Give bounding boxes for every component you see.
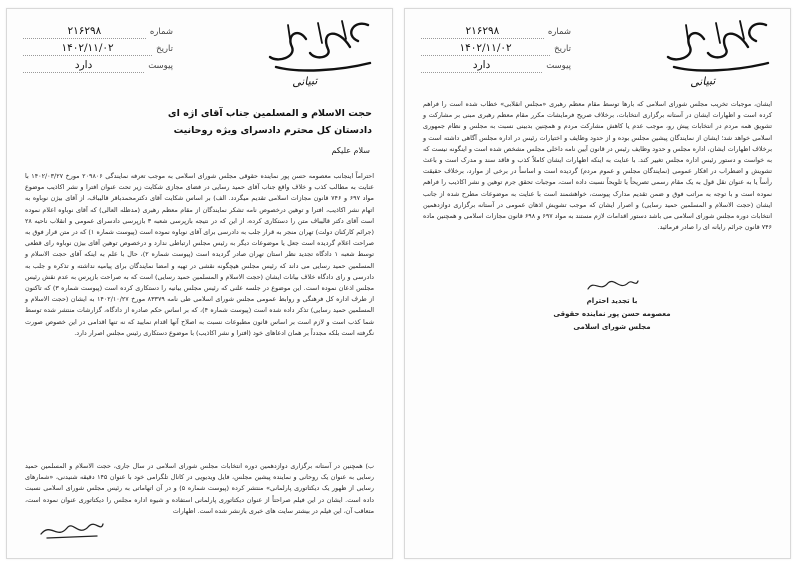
letter-page-2	[404, 8, 791, 559]
letter-number-row	[421, 25, 571, 42]
letter-number-row	[23, 25, 173, 42]
parliament-logo	[656, 17, 776, 99]
letter-date-value: ۱۴۰۲/۱۱/۰۲	[421, 42, 550, 56]
letter-attachment-row	[23, 59, 173, 76]
letter-number-value: ۲۱۶۲۹۸	[23, 25, 146, 39]
letter-paragraph: ب) همچنین در آستانه برگزاری دوازدهمین دوره انتخابات مجلس شورای اسلامی در سال جاری، حجت الاسلام و المسلمین حمید رسایی به عنوان یک روحانی و نماینده پیشین مجلس، فایل ویدیویی در کانال تلگرامی خود با عنوان ۱۴۵ دقیقه شنیدنی، «شمارهای رسایی از ظهور یک دیکتاتوری پارلمانی» منتشر کرده (پیوست شماره ۵) و در آن اتهاماتی به رئیس مجلس شورای اسلامی نسبت داده است. ایشان در این فیلم صراحتاً از عنوان دیکتاتوری پارلمانی استفاده و شیوه اداره مجلس را دیکتاتوری عنوان نموده است، متعاقب آن، این فیلم در بیشتر سایت های خبری بازنشر شده است. اظهارات	[25, 462, 374, 515]
closing-phrase: با تجدید احترام	[586, 297, 638, 305]
letter-paragraph: احتراماً اینجانب معصومه حسن پور نماینده حقوقی مجلس شورای اسلامی به موجب تعرفه نمایندگی ۲۰۹۸۰۶ مورخ ۱۴۰۲/۰۳/۲۷ با عنایت به مطالب کذب و خلاف واقع جناب آقای حمید رسایی در فضای مجازی شکایت زیر تحت عنوان افترا و نشر اکاذیب موضوع مواد ۶۹۷ و ۷۴۶ قانون مجازات اسلامی تقدیم میگردد. الف) بر اساس شکایت آقای دکترمحمدباقر قالیباف، از آقای بیژن نوباوه به اتهام نشر اکاذیب، افترا و توهین درخصوص نامه تشکر نمایندگان از مقام معظم رهبری (مدظله العالی) که آقای نوباوه اعلام نموده است آقای دکتر قالیباف متن را دستکاری کرده، از این که در نتیجه بازپرسی شعبه ۳ بازپرسی دادسرای عمومی و انقلاب ناحیه ۲۸ (جرائم کارکنان دولت) تهران منجر به قرار جلب به دادرسی برای آقای نوباوه نموده است (پیوست شماره ۱) که در متن قرار فوق به صراحت اعلام گردیده است جعل یا موضوعات دیگر به رئیس مجلس ارتباطی ندارد و درخصوص توهین آقای بیژن نوباوه رای قطعی توسط شعبه ۱ دادگاه تجدید نظر استان تهران صادر گردیده است (پیوست شماره ۲)، حال با علم به اینکه آقای حجت الاسلام و المسلمین حمید رسایی می داند که رئیس مجلس هیچگونه نقشی در تهیه و امضا نمایندگان برای پیامیه نداشته و تذکره و جلب به دادرسی و رای دادگاه خلاف بیانات ایشان (حجت الاسلام و المسلمین حمید رسایی) است که به صراحت بازپرس به عدم نقش رئیس مجلس اذعان نموده است. این موضوع در جلسه علنی که رئیس مجلس بیانیه را دستکاری کرده است (پیوست شماره ۳) که تاکنون از طرف اداره کل فرهنگی و روابط عمومی مجلس شورای اسلامی طی نامه ۸۳۳۷۹ مورخ ۱۴۰۲/۱۰/۲۷ به ایشان (حجت الاسلام و المسلمین حمید رسایی) تذکر داده شده است (پیوست شماره ۴)، که بر اساس حکم صادره از دادگاه، گزارشات منتشر شده توسط شما کذب است و لازم است بر اساس قانون مطبوعات نسبت به اصلاح آنها اقدام نمایید که نه تنها اقدامی در این خصوص صورت نگرفته است بلکه مجدداً بر همان ادعاهای خود (افترا و نشر اکاذیب) با موضوع دستکاری رئیس مجلس اصرار دارد.	[25, 172, 375, 337]
letter-number-label: شماره	[547, 27, 571, 37]
letter-meta	[421, 25, 571, 76]
calligraphy-logo-icon	[258, 17, 378, 77]
signer-name: معصومه حسن پور نماینده حقوقی	[553, 310, 671, 318]
footer-signature-icon	[37, 516, 107, 546]
letter-meta	[23, 25, 173, 76]
letter-attachment-label: پیوست	[546, 61, 571, 71]
letter-attachment-value: دارد	[23, 59, 144, 73]
calligraphy-logo-icon	[656, 17, 776, 77]
letter-number-label: شماره	[149, 27, 173, 37]
letter-page-1	[6, 8, 393, 559]
signer-organization: مجلس شورای اسلامی	[573, 323, 651, 331]
letter-paragraph: ایشان، موجبات تخریب مجلس شورای اسلامی که بارها توسط مقام معظم رهبری «مجلس انقلابی» خطاب شده است را فراهم کرده است و اظهارات ایشان در آستانه برگزاری انتخابات، برخلاف صریح فرمایشات مکرر مقام معظم رهبری مبنی بر مشارکت و تشویق همه مردم در انتخابات پیش رو، موجب عدم یا کاهش مشارکت مردم و همچنین بدبینی نسبت به مجلس و نظام جمهوری اسلامی خواهد شد؛ ایشان از نمایندگان پیشین مجلس بوده و از حدود وظایف و اختیارات رئیس در اداره مجلس آگاهی داشته است و برخلاف اظهارات ایشان، اداره مجلس و حدود وظایف رئیس در قانون آیین نامه داخلی مجلس مشخص شده است و اینگونه نیست که به خواست و دستور رئیس اداره مجلس تغییر کند. با عنایت به اینکه اظهارات ایشان کاملاً کذب و فاقد سند و مدرک است و باعث تشویش و اضطراب در افکار عمومی (نمایندگان مجلس و عموم مردم) گردیده است و اساساً در برخی از موارد، برخلاف حقیقت رأساً یا به عنوان نقل قول به یک مقام رسمی تصریحاً یا تلویحاً نسبت داده است، موجبات تحقق جرم توهین و نشر اکاذیب را فراهم نموده است و با توجه به مراتب فوق و ضمن تقدیم مدارک پیوست، خواهشمند است با عنایت به موضوعات مطرح شده از جانب ایشان (حجت الاسلام و المسلمین حمید رسایی) و اصرار ایشان که موجب تشویش اذهان عمومی در آستانه برگزاری دوازدهمین انتخابات دوره مجلس شورای اسلامی می باشد دستور اقدامات لازم مستند به مواد ۶۹۷ و ۶۹۸ قانون مجازات اسلامی و همچنین ماده ۷۴۶ قانون جرائم رایانه ای را صادر فرمائید.	[423, 100, 773, 232]
recipient-line-1: حجت الاسلام و المسلمین جناب آقای اژه ای	[167, 108, 372, 119]
letter-number-value: ۲۱۶۲۹۸	[421, 25, 544, 39]
letter-attachment-label: پیوست	[148, 61, 173, 71]
logo-subtitle: تبیانی	[291, 74, 318, 89]
letter-date-row	[421, 42, 571, 59]
recipient-line-2: دادستان کل محترم دادسرای ویژه روحانیت	[173, 125, 372, 136]
letter-date-row	[23, 42, 173, 59]
signature-icon	[582, 275, 642, 295]
letter-attachment-row	[421, 59, 571, 76]
letter-attachment-value: دارد	[421, 59, 542, 73]
logo-subtitle: تبیانی	[689, 74, 716, 89]
recipient-title	[27, 105, 372, 139]
salutation: سلام علیکم	[331, 146, 370, 155]
letter-date-value: ۱۴۰۲/۱۱/۰۲	[23, 42, 152, 56]
letter-date-label: تاریخ	[554, 44, 571, 54]
signature-block	[542, 275, 682, 331]
letter-date-label: تاریخ	[156, 44, 173, 54]
parliament-logo	[258, 17, 378, 99]
